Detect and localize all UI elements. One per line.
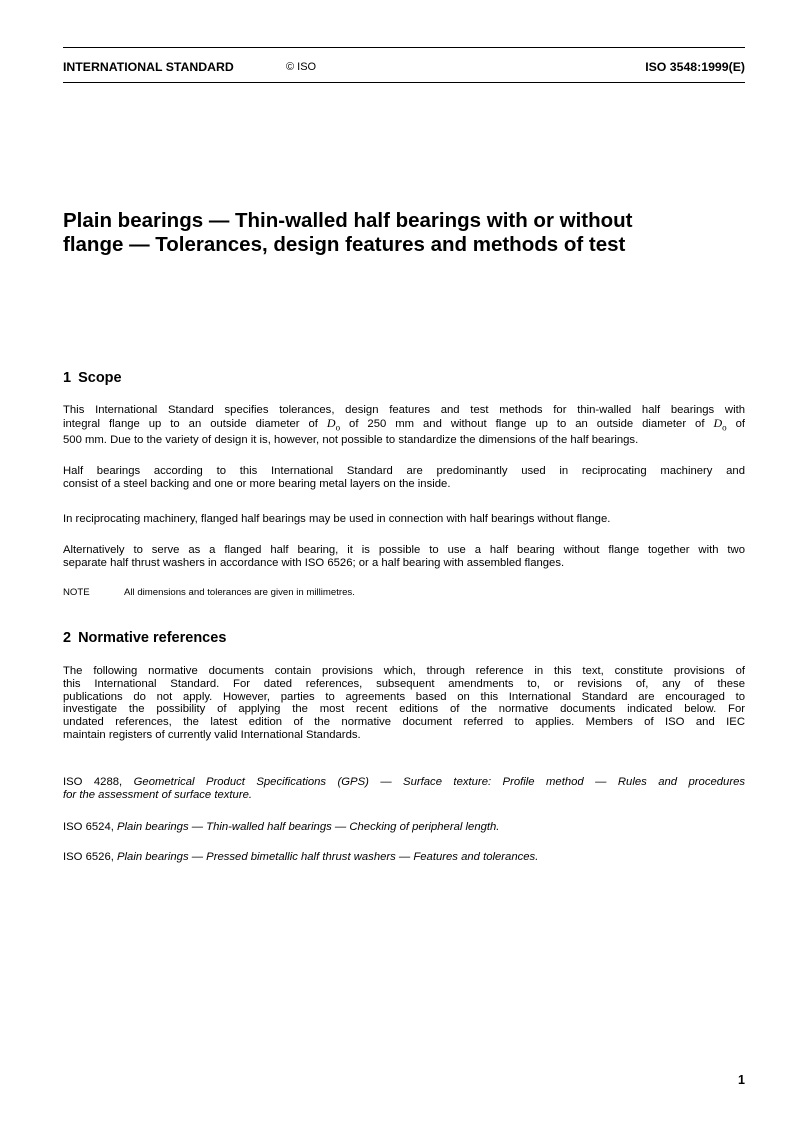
text-line: In reciprocating machinery, flanged half bearings may be used in connection with half bearings without flange. [63,513,611,525]
copyright-notice: © ISO [286,61,317,73]
reference-title: Plain bearings — Pressed bimetallic half thrust washers — Features and tolerances. [117,851,539,863]
text-line: publications do not apply. However, parties to agreements based on this International Standard are encouraged to [63,690,745,703]
text-line [63,851,745,864]
text-fragment: integral flange up to an outside diameter of [63,417,318,430]
symbol-subscript: o [335,422,341,433]
text-fragment: of [735,417,746,430]
text-line: Half bearings according to this International Standard are predominantly used in reciprocating machinery and [63,465,745,477]
title-line-2: flange — Tolerances, design features and methods of test [63,233,626,256]
text-line: undated references, the latest edition of the normative document referred to applies. Members of ISO and IEC [63,716,745,729]
standard-label: INTERNATIONAL STANDARD [63,60,234,74]
reference-iso-6524 [63,821,745,834]
text-line [63,821,745,834]
document-id: ISO 3548:1999(E) [645,60,745,74]
text-line: consist of a steel backing and one or more bearing metal layers on the inside. [63,477,451,490]
section-heading-normative-references [63,630,226,646]
scope-paragraph-2 [63,465,745,491]
section-title: Normative references [78,630,227,646]
text-line: This International Standard specifies tolerances, design features and test methods for thin-walled half bearings with [63,404,745,416]
section-title: Scope [78,370,122,386]
symbol-outside-diameter [326,415,341,433]
reference-title: Plain bearings — Thin-walled half bearings — Checking of peripheral length. [117,821,500,833]
symbol-subscript: o [722,422,727,433]
text-line: 500 mm. Due to the variety of design it is, however, not possible to standardize the dimensions of the half bearings. [63,433,639,446]
scope-paragraph-3 [63,513,745,526]
text-line [63,417,745,434]
text-fragment: of 250 mm and without flange up to an outside diameter of [349,417,705,430]
normative-paragraph-1 [63,665,745,742]
section-heading-scope [63,370,122,386]
page-number: 1 [738,1073,745,1087]
reference-code: ISO 6526, [63,851,114,863]
scope-note [63,587,745,598]
text-line: Alternatively to serve as a flanged half bearing, it is possible to use a half bearing without flange together with two [63,544,745,556]
symbol-outside-diameter [713,415,727,433]
reference-code: ISO 6524, [63,821,114,833]
note-label: NOTE [63,587,90,598]
reference-code: ISO 4288, [63,776,123,788]
note-text: All dimensions and tolerances are given in millimetres. [124,587,355,598]
reference-iso-4288 [63,776,745,802]
title-line-1: Plain bearings — Thin-walled half bearings with or without [63,209,633,232]
text-line: maintain registers of currently valid International Standards. [63,728,361,741]
page-header [63,60,745,78]
reference-title: Geometrical Product Specifications (GPS) — Surface texture: Profile method — Rules and procedures [133,776,746,788]
text-line [63,776,745,789]
reference-iso-6526 [63,851,745,864]
reference-title: for the assessment of surface texture. [63,788,252,801]
text-line: investigate the possibility of applying the most recent editions of the normative documents indicated below. For [63,703,745,716]
symbol-letter: D [326,415,336,430]
section-number: 1 [63,370,72,386]
header-bottom-rule [63,82,745,83]
scope-paragraph-1 [63,404,745,447]
text-line: The following normative documents contain provisions which, through reference in this text, constitute provisions of [63,665,745,677]
document-title [63,209,745,257]
text-line: this International Standard. For dated references, subsequent amendments to, or revisions of, any of these [63,677,745,690]
symbol-letter: D [713,415,723,430]
header-top-rule [63,47,745,48]
section-number: 2 [63,630,72,646]
scope-paragraph-4 [63,544,745,570]
text-line: separate half thrust washers in accordance with ISO 6526; or a half bearing with assembled flanges. [63,556,565,569]
